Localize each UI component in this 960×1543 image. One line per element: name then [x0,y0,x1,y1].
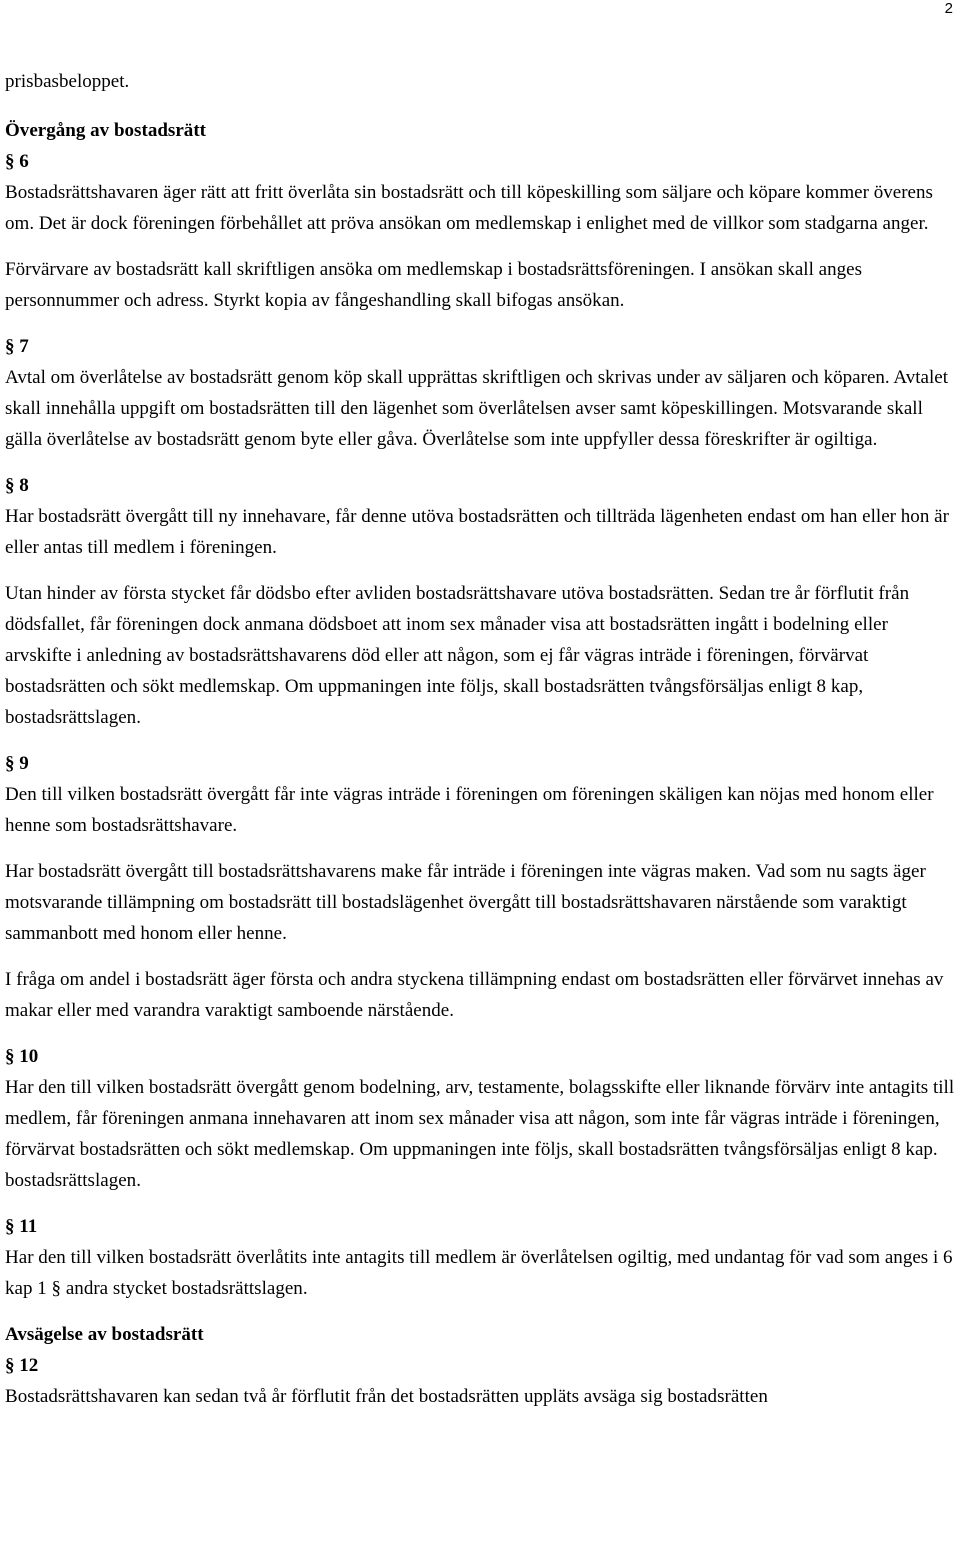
paragraph-number-8: § 8 [5,475,29,496]
paragraph-number-10: § 10 [5,1046,39,1067]
paragraph-number-12: § 12 [5,1355,39,1376]
paragraph-6-text-2: Förvärvare av bostadsrätt kall skriftligen ansöka om medlemskap i bostadsrättsföreningen. I ansökan skall anges personnummer och adress. Styrkt kopia av fångeshandling skall bifogas ansökan. [5,259,862,311]
paragraph-10-text: Har den till vilken bostadsrätt övergått genom bodelning, arv, testamente, bolagsskifte eller liknande förvärv inte antagits till medlem, får föreningen anmana innehavaren att inom sex månader visa att någon, som inte får vägras inträde i föreningen, förvärvat bostadsrätten och sökt medlemskap. Om uppmaningen inte följs, skall bostadsrätten tvångsförsäljas enligt 8 kap. bostadsrättslagen. [5,1077,955,1191]
paragraph-9-text-1: Den till vilken bostadsrätt övergått får inte vägras inträde i föreningen om föreningen skäligen kan nöjas med honom eller henne som bostadsrättshavare. [5,784,934,836]
paragraph-number-11: § 11 [5,1216,38,1237]
paragraph-8-text-1: Har bostadsrätt övergått till ny innehavare, får denne utöva bostadsrätten och tillträda lägenheten endast om han eller hon är eller antas till medlem i föreningen. [5,506,949,558]
paragraph-9-text-2: Har bostadsrätt övergått till bostadsrättshavarens make får inträde i föreningen inte vägras maken. Vad som nu sagts äger motsvarande tillämpning om bostadsrätt till bostadslägenhet övergått till bostadsrättshavaren närstående som varaktigt sammanbott med honom eller henne. [5,861,926,944]
section-heading-avsagelse: Avsägelse av bostadsrätt [5,1324,204,1345]
page-number: 2 [944,0,953,17]
paragraph-number-6: § 6 [5,151,29,172]
paragraph-number-7: § 7 [5,336,29,357]
paragraph-11-text: Har den till vilken bostadsrätt överlåtits inte antagits till medlem är överlåtelsen ogiltig, med undantag för vad som anges i 6 kap 1 § andra stycket bostadsrättslagen. [5,1247,953,1299]
continued-text: prisbasbeloppet. [5,71,130,92]
paragraph-9-text-3: I fråga om andel i bostadsrätt äger första och andra styckena tillämpning endast om bostadsrätten eller förvärvet innehas av makar eller med varandra varaktigt samboende närstående. [5,969,944,1021]
paragraph-number-9: § 9 [5,753,29,774]
paragraph-8-text-2: Utan hinder av första stycket får dödsbo efter avliden bostadsrättshavare utöva bostadsrätten. Sedan tre år förflutit från dödsfallet, får föreningen dock anmana dödsboet att inom sex månader visa att bostadsrätten ingått i bodelning eller arvskifte i anledning av bostadsrättshavarens död eller att någon, som ej får vägras inträde i föreningen, förvärvat bostadsrätten och sökt medlemskap. Om uppmaningen inte följs, skall bostadsrätten tvångsförsäljas enligt 8 kap, bostadsrättslagen. [5,583,910,728]
paragraph-7-text: Avtal om överlåtelse av bostadsrätt genom köp skall upprättas skriftligen och skrivas under av säljaren och köparen. Avtalet skall innehålla uppgift om bostadsrätten till den lägenhet som överlåtelsen avser samt köpeskillingen. Motsvarande skall gälla överlåtelse av bostadsrätt genom byte eller gåva. Överlåtelse som inte uppfyller dessa föreskrifter är ogiltiga. [5,367,949,450]
paragraph-6-text-1: Bostadsrättshavaren äger rätt att fritt överlåta sin bostadsrätt och till köpeskilling som säljare och köpare kommer överens om. Det är dock föreningen förbehållet att pröva ansökan om medlemskap i enlighet med de villkor som stadgarna anger. [5,182,933,234]
paragraph-12-text: Bostadsrättshavaren kan sedan två år förflutit från det bostadsrätten uppläts avsäga sig bostadsrätten [5,1386,768,1407]
document-body [5,66,957,1412]
section-heading-overgang: Övergång av bostadsrätt [5,120,207,141]
